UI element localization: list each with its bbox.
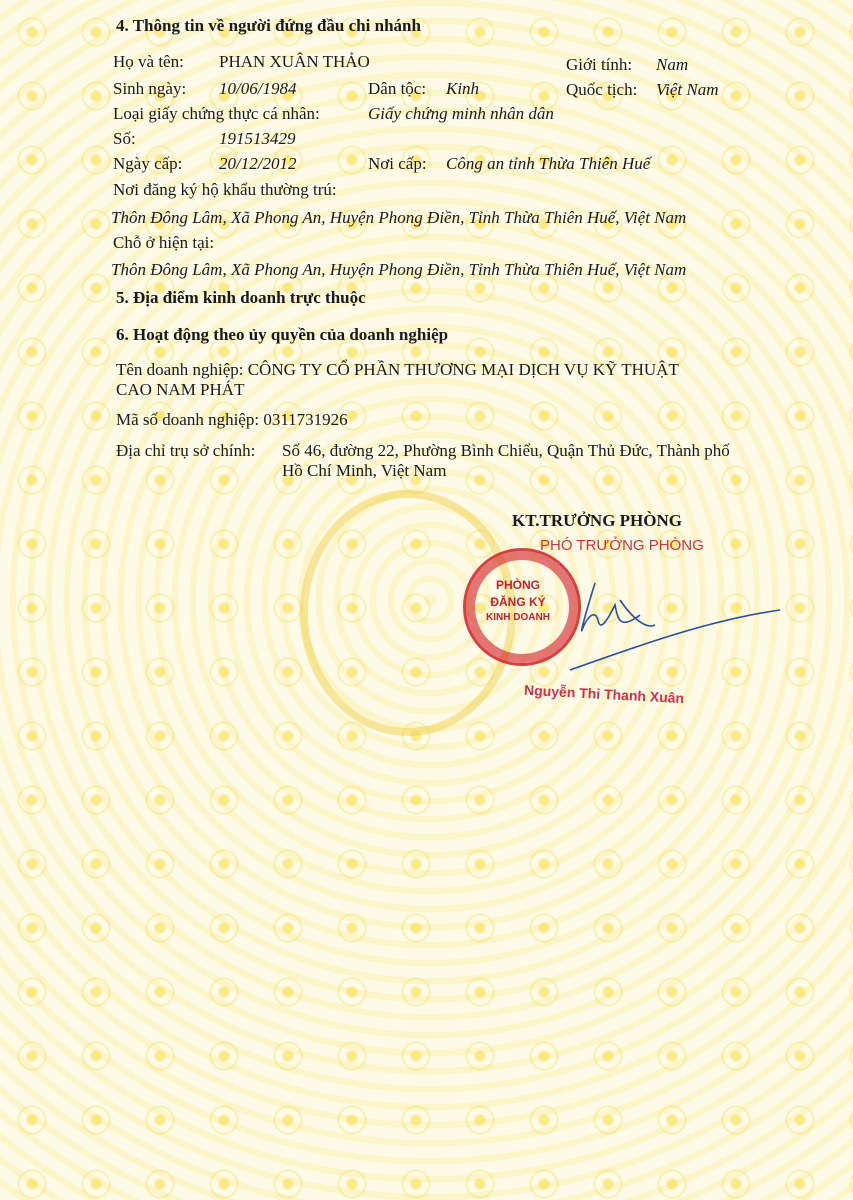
stamp-line-2: ĐĂNG KÝ: [490, 595, 546, 609]
dob-value: 10/06/1984: [219, 79, 297, 98]
tax-code: Mã số doanh nghiệp: 0311731926: [116, 410, 348, 429]
dob-label: Sinh ngày:: [113, 79, 187, 98]
id-type-value: Giấy chứng minh nhân dân: [368, 104, 554, 123]
section-6-heading: 6. Hoạt động theo ủy quyền của doanh nghiệp: [116, 325, 449, 344]
address-line2: Hồ Chí Minh, Việt Nam: [282, 461, 447, 480]
gender-label: Giới tính:: [566, 55, 633, 74]
id-no-value: 191513429: [219, 129, 296, 148]
signer-name: Nguyễn Thi Thanh Xuân: [523, 681, 685, 707]
issue-place-label: Nơi cấp:: [368, 154, 427, 173]
current-label: Chỗ ở hiện tại:: [113, 233, 215, 252]
signature-title: KT.TRƯỞNG PHÒNG: [512, 511, 682, 530]
current-value: Thôn Đông Lâm, Xã Phong An, Huyện Phong Điền, Tỉnh Thừa Thiên Huế, Việt Nam: [111, 260, 687, 279]
gender-value: Nam: [656, 55, 689, 74]
company-name-line2: CAO NAM PHÁT: [116, 380, 245, 399]
address-line1: Số 46, đường 22, Phường Bình Chiểu, Quận Thủ Đức, Thành phố: [282, 441, 730, 460]
handwritten-signature: [560, 575, 790, 675]
issue-date-label: Ngày cấp:: [113, 154, 183, 173]
id-type-label: Loại giấy chứng thực cá nhân:: [113, 104, 320, 123]
stamp-line-1: PHÒNG: [495, 578, 540, 592]
permanent-value: Thôn Đông Lâm, Xã Phong An, Huyện Phong Điền, Tỉnh Thừa Thiên Huế, Việt Nam: [111, 208, 687, 227]
name-value: PHAN XUÂN THẢO: [219, 52, 370, 71]
stamp-line-3: KINH DOANH: [486, 612, 550, 623]
name-label: Họ và tên:: [113, 52, 184, 71]
issue-place-value: Công an tỉnh Thừa Thiên Huế: [446, 154, 651, 173]
nationality-value: Việt Nam: [656, 80, 719, 99]
address-label: Địa chỉ trụ sở chính:: [116, 441, 256, 460]
id-no-label: Số:: [113, 129, 136, 148]
issue-date-value: 20/12/2012: [219, 154, 297, 173]
nationality-label: Quốc tịch:: [566, 80, 638, 99]
company-name-line1: Tên doanh nghiệp: CÔNG TY CỔ PHẦN THƯƠNG MẠI DỊCH VỤ KỸ THUẬT: [116, 360, 679, 379]
section-4-heading: 4. Thông tin về người đứng đầu chi nhánh: [116, 16, 421, 35]
ethnic-value: Kinh: [446, 79, 480, 98]
section-5-heading: 5. Địa điểm kinh doanh trực thuộc: [116, 288, 366, 307]
permanent-label: Nơi đăng ký hộ khẩu thường trú:: [113, 180, 337, 199]
ethnic-label: Dân tộc:: [368, 79, 427, 98]
signature-subtitle: PHÓ TRƯỞNG PHÒNG: [540, 537, 704, 554]
